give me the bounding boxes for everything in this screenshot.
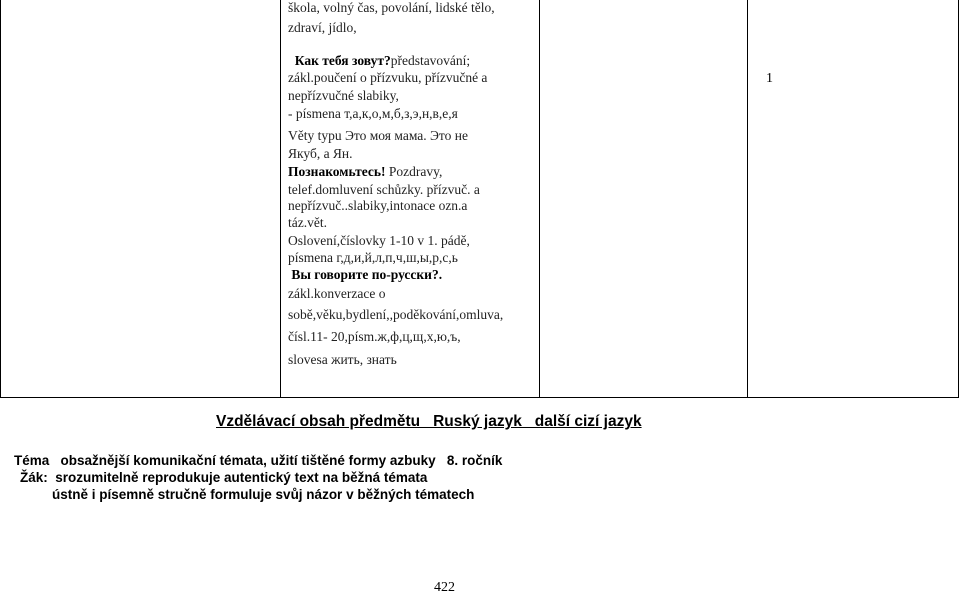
- text-fragment: Oslovení,číslovky 1-10 v 1. pádě,: [288, 233, 470, 248]
- content-line: [288, 329, 461, 345]
- text-fragment: [288, 53, 295, 68]
- table-divider-1: [280, 0, 281, 398]
- table-border-bottom: [0, 397, 959, 398]
- text-fragment: zákl.konverzace o: [288, 286, 386, 301]
- bold-phrase: Познакомьтесь!: [288, 164, 386, 179]
- content-line: [288, 88, 399, 104]
- content-line: [288, 164, 442, 180]
- content-line: [288, 352, 397, 368]
- content-line: [288, 128, 468, 144]
- content-line: [288, 250, 458, 266]
- content-line: [288, 198, 467, 214]
- table-divider-2: [539, 0, 540, 398]
- table-divider-3: [747, 0, 748, 398]
- content-line: [288, 20, 357, 36]
- content-line: [288, 70, 487, 86]
- content-line: [288, 106, 458, 122]
- text-fragment: Pozdravy,: [385, 164, 443, 179]
- table-border-left: [0, 0, 1, 398]
- page-number: 422: [434, 580, 455, 595]
- content-line: [288, 233, 470, 249]
- content-line: [288, 286, 385, 302]
- table-border-right: [958, 0, 959, 398]
- text-fragment: sobě,věku,bydlení,,poděkování,omluva,: [288, 307, 504, 322]
- content-line: [288, 267, 442, 283]
- text-fragment: telef.domluvení schůzky. přízvuč. a: [288, 182, 480, 197]
- topic-line: Téma obsažnější komunikační témata, užití tištěné formy azbuky 8. ročník: [14, 453, 503, 468]
- text-fragment: slovesa жить, знать: [288, 352, 397, 367]
- text-fragment: představování;: [390, 53, 471, 68]
- content-line: [288, 182, 480, 198]
- text-fragment: zákl.poučení o přízvuku, přízvučné a: [288, 70, 488, 85]
- hours-cell: 1: [766, 71, 773, 86]
- student-outcome-line-1: Žák: srozumitelně reprodukuje autentický text na běžná témata: [20, 470, 428, 485]
- student-outcome-line-2: ústně i písemně stručně formuluje svůj názor v běžných tématech: [52, 487, 475, 502]
- text-fragment: nepřízvučné slabiky,: [288, 88, 399, 103]
- content-line: [288, 146, 353, 162]
- text-fragment: zdraví, jídlo,: [288, 20, 357, 35]
- text-fragment: písmena г,д,и,й,л,п,ч,ш,ы,р,с,ь: [288, 250, 458, 265]
- text-fragment: Якуб, а Ян.: [288, 146, 353, 161]
- text-fragment: táz.vět.: [288, 215, 327, 230]
- content-line: [288, 53, 470, 69]
- text-fragment: Věty typu Это моя мама. Это не: [288, 128, 468, 143]
- text-fragment: škola, volný čas, povolání, lidské tělo,: [288, 0, 495, 15]
- section-heading: Vzdělávací obsah předmětu Ruský jazyk další cizí jazyk: [216, 413, 642, 430]
- content-line: [288, 307, 503, 323]
- text-fragment: čísl.11- 20,písm.ж,ф,ц,щ,х,ю,ъ,: [288, 329, 461, 344]
- text-fragment: - písmena т,а,к,о,м,б,з,э,н,в,е,я: [288, 106, 458, 121]
- content-line: [288, 215, 327, 231]
- content-line: [288, 0, 495, 16]
- text-fragment: nepřízvuč..slabiky,intonace ozn.a: [288, 198, 468, 213]
- bold-phrase: Как тебя зовут?: [294, 53, 391, 68]
- bold-phrase: Вы говорите по-русски?.: [291, 267, 443, 282]
